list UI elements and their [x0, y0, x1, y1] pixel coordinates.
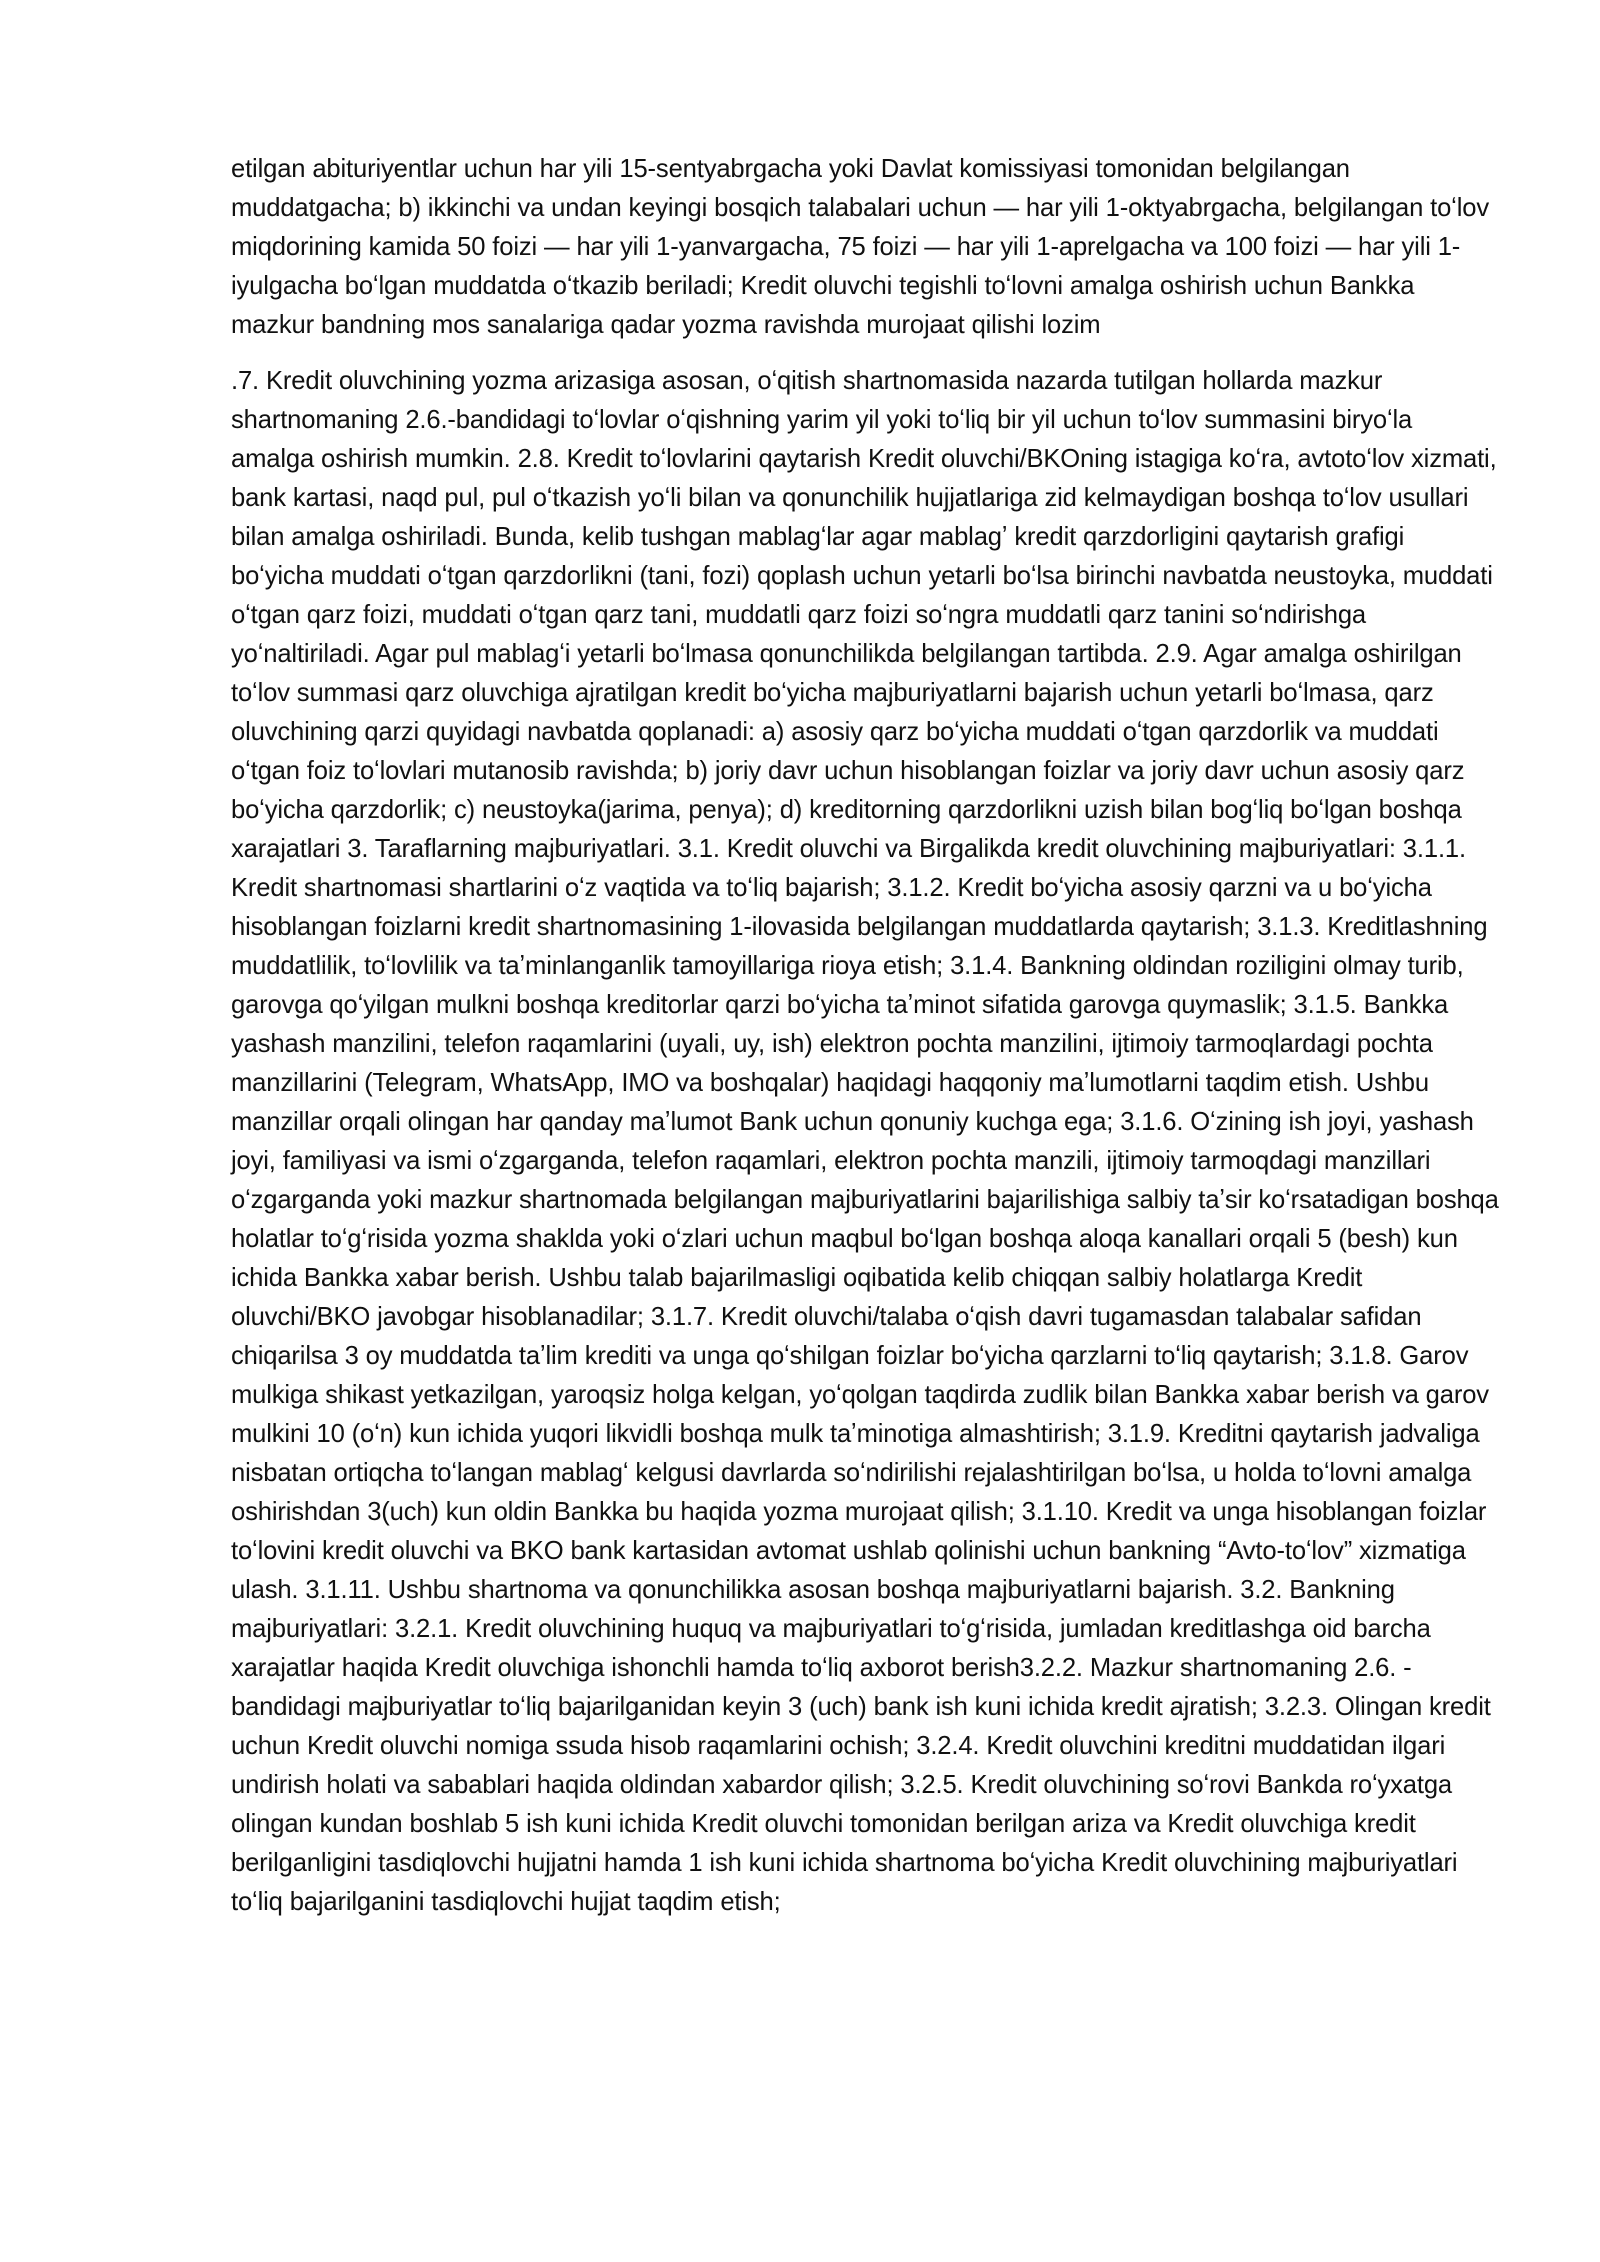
- document-body: [231, 150, 1501, 1939]
- paragraph-1: etilgan abituriyentlar uchun har yili 15-sentyabrgacha yoki Davlat komissiyasi tomonidan belgilangan muddatgacha; b) ikkinchi va undan keyingi bosqich talabalari uchun — har yili 1-oktyabrgacha, belgilangan toʻlov miqdorining kamida 50 foizi — har yili 1-yanvargacha, 75 foizi — har yili 1-aprelgacha va 100 foizi — har yili 1-iyulgacha boʻlgan muddatda oʻtkazib beriladi; Kredit oluvchi tegishli toʻlovni amalga oshirish uchun Bankka mazkur bandning mos sanalariga qadar yozma ravishda murojaat qilishi lozim: [231, 155, 1489, 339]
- paragraph-2: .7. Kredit oluvchining yozma arizasiga asosan, oʻqitish shartnomasida nazarda tutilgan hollarda mazkur shartnomaning 2.6.-bandidagi toʻlovlar oʻqishning yarim yil yoki toʻliq bir yil uchun toʻlov summasini biryoʻla amalga oshirish mumkin. 2.8. Kredit toʻlovlarini qaytarish Kredit oluvchi/BKOning istagiga koʻra, avtotoʻlov xizmati, bank kartasi, naqd pul, pul oʻtkazish yoʻli bilan va qonunchilik hujjatlariga zid kelmaydigan boshqa toʻlov usullari bilan amalga oshiriladi. Bunda, kelib tushgan mablagʻlar agar mablagʼ kredit qarzdorligini qaytarish grafigi boʻyicha muddati oʻtgan qarzdorlikni (tani, fozi) qoplash uchun yetarli boʻlsa birinchi navbatda neustoyka, muddati oʻtgan qarz foizi, muddati oʻtgan qarz tani, muddatli qarz foizi soʻngra muddatli qarz tanini soʻndirishga yoʻnaltiriladi. Agar pul mablagʻi yetarli boʻlmasa qonunchilikda belgilangan tartibda. 2.9. Agar amalga oshirilgan toʻlov summasi qarz oluvchiga ajratilgan kredit boʻyicha majburiyatlarni bajarish uchun yetarli boʻlmasa, qarz oluvchining qarzi quyidagi navbatda qoplanadi: a) asosiy qarz boʻyicha muddati oʻtgan qarzdorlik va muddati oʻtgan foiz toʻlovlari mutanosib ravishda; b) joriy davr uchun hisoblangan foizlar va joriy davr uchun asosiy qarz boʻyicha qarzdorlik; c) neustoyka(jarima, penya); d) kreditorning qarzdorlikni uzish bilan bogʻliq boʻlgan boshqa xarajatlari 3. Taraflarning majburiyatlari. 3.1. Kredit oluvchi va Birgalikda kredit oluvchining majburiyatlari: 3.1.1. Kredit shartnomasi shartlarini oʻz vaqtida va toʻliq bajarish; 3.1.2. Kredit boʻyicha asosiy qarzni va u boʻyicha hisoblangan foizlarni kredit shartnomasining 1-ilovasida belgilangan muddatlarda qaytarish; 3.1.3. Kreditlashning muddatlilik, toʻlovlilik va taʼminlanganlik tamoyillariga rioya etish; 3.1.4. Bankning oldindan roziligini olmay turib, garovga qoʻyilgan mulkni boshqa kreditorlar qarzi boʻyicha taʼminot sifatida garovga quymaslik; 3.1.5. Bankka yashash manzilini, telefon raqamlarini (uyali, uy, ish) elektron pochta manzilini, ijtimoiy tarmoqlardagi pochta manzillarini (Telegram, WhatsApp, IMO va boshqalar) haqidagi haqqoniy maʼlumotlarni taqdim etish. Ushbu manzillar orqali olingan har qanday maʼlumot Bank uchun qonuniy kuchga ega; 3.1.6. Oʻzining ish joyi, yashash joyi, familiyasi va ismi oʻzgarganda, telefon raqamlari, elektron pochta manzili, ijtimoiy tarmoqdagi manzillari oʻzgarganda yoki mazkur shartnomada belgilangan majburiyatlarini bajarilishiga salbiy taʼsir koʻrsatadigan boshqa holatlar toʻgʻrisida yozma shaklda yoki oʻzlari uchun maqbul boʻlgan boshqa aloqa kanallari orqali 5 (besh) kun ichida Bankka xabar berish. Ushbu talab bajarilmasligi oqibatida kelib chiqqan salbiy holatlarga Kredit oluvchi/BKO javobgar hisoblanadilar; 3.1.7. Kredit oluvchi/talaba oʻqish davri tugamasdan talabalar safidan chiqarilsa 3 oy muddatda taʼlim krediti va unga qoʻshilgan foizlar boʻyicha qarzlarni toʻliq qaytarish; 3.1.8. Garov mulkiga shikast yetkazilgan, yaroqsiz holga kelgan, yoʻqolgan taqdirda zudlik bilan Bankka xabar berish va garov mulkini 10 (oʻn) kun ichida yuqori likvidli boshqa mulk taʼminotiga almashtirish; 3.1.9. Kreditni qaytarish jadvaliga nisbatan ortiqcha toʻlangan mablagʻ kelgusi davrlarda soʻndirilishi rejalashtirilgan boʻlsa, u holda toʻlovni amalga oshirishdan 3(uch) kun oldin Bankka bu haqida yozma murojaat qilish; 3.1.10. Kredit va unga hisoblangan foizlar toʻlovini kredit oluvchi va BKO bank kartasidan avtomat ushlab qolinishi uchun bankning “Avto-toʻlov” xizmatiga ulash. 3.1.11. Ushbu shartnoma va qonunchilikka asosan boshqa majburiyatlarni bajarish. 3.2. Bankning majburiyatlari: 3.2.1. Kredit oluvchining huquq va majburiyatlari toʻgʻrisida, jumladan kreditlashga oid barcha xarajatlar haqida Kredit oluvchiga ishonchli hamda toʻliq axborot berish3.2.2. Mazkur shartnomaning 2.6. - bandidagi majburiyatlar toʻliq bajarilganidan keyin 3 (uch) bank ish kuni ichida kredit ajratish; 3.2.3. Olingan kredit uchun Kredit oluvchi nomiga ssuda hisob raqamlarini ochish; 3.2.4. Kredit oluvchini kreditni muddatidan ilgari undirish holati va sabablari haqida oldindan xabardor qilish; 3.2.5. Kredit oluvchining soʻrovi Bankda roʻyxatga olingan kundan boshlab 5 ish kuni ichida Kredit oluvchi tomonidan berilgan ariza va Kredit oluvchiga kredit berilganligini tasdiqlovchi hujjatni hamda 1 ish kuni ichida shartnoma boʻyicha Kredit oluvchining majburiyatlari toʻliq bajarilganini tasdiqlovchi hujjat taqdim etish;: [231, 367, 1499, 1916]
